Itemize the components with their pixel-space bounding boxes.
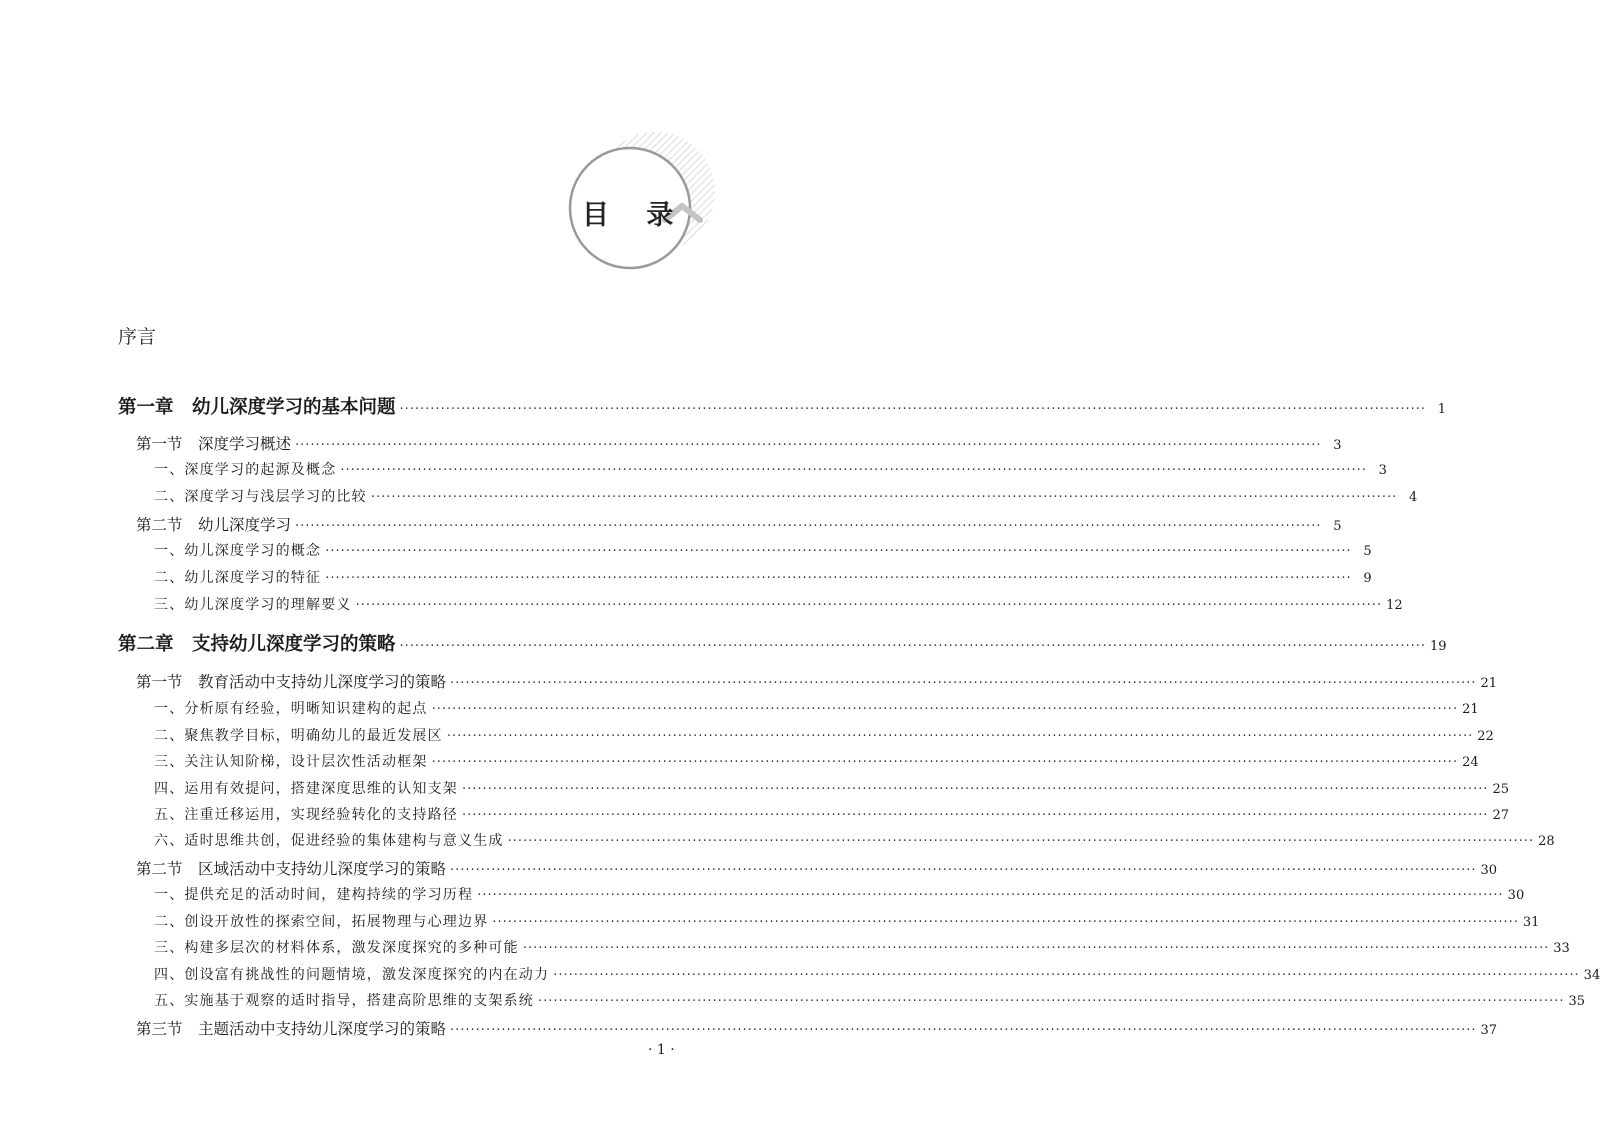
- toc-item-row[interactable]: [154, 540, 1372, 560]
- toc-page-number: 5: [1363, 544, 1372, 559]
- toc-page-number: 37: [1480, 1023, 1498, 1038]
- toc-item-label: 三、关注认知阶梯，设计层次性活动框架: [154, 754, 428, 770]
- toc-item-row[interactable]: [154, 486, 1418, 506]
- toc-item-row[interactable]: [154, 964, 1600, 984]
- toc-chapter-label: 第一章 幼儿深度学习的基本问题: [118, 397, 396, 418]
- toc-item-label: 三、幼儿深度学习的理解要义: [154, 597, 352, 613]
- toc-item-row[interactable]: [154, 725, 1494, 745]
- toc-section-label: 第一节 深度学习概述: [136, 435, 292, 453]
- dot-leader: ········································································································································································································: [538, 994, 1565, 1009]
- toc-item-label: 二、创设开放性的探索空间，拓展物理与心理边界: [154, 914, 489, 930]
- toc-page-number: 5: [1333, 519, 1342, 534]
- dot-leader: ········································································································································································································: [295, 519, 1322, 534]
- toc-section-label: 第一节 教育活动中支持幼儿深度学习的策略: [136, 673, 447, 691]
- toc-item-label: 三、构建多层次的材料体系，激发深度探究的多种可能: [154, 940, 519, 956]
- toc-page-number: 31: [1522, 915, 1540, 930]
- dot-leader: ········································································································································································································: [431, 755, 1459, 770]
- dot-leader: ········································································································································································································: [446, 729, 1474, 744]
- toc-page-number: 1: [1437, 402, 1446, 417]
- toc-item-label: 一、提供充足的活动时间，建构持续的学习历程: [154, 887, 474, 903]
- toc-chapter-label: 第二章 支持幼儿深度学习的策略: [118, 634, 396, 655]
- toc-page-number: 27: [1492, 808, 1510, 823]
- toc-page-number: 30: [1480, 863, 1498, 878]
- toc-item-label: 一、深度学习的起源及概念: [154, 462, 337, 478]
- toc-item-label: 六、适时思维共创，促进经验的集体建构与意义生成: [154, 833, 504, 849]
- toc-item-label: 五、注重迁移运用，实现经验转化的支持路径: [154, 807, 458, 823]
- toc-item-label: 一、分析原有经验，明晰知识建构的起点: [154, 701, 428, 717]
- toc-section-label: 第二节 区域活动中支持幼儿深度学习的策略: [136, 860, 447, 878]
- toc-section-row[interactable]: [136, 670, 1498, 692]
- toc-item-label: 二、幼儿深度学习的特征: [154, 570, 322, 586]
- toc-page-number: 24: [1462, 755, 1479, 770]
- dot-leader: ········································································································································································································: [450, 1023, 1477, 1038]
- toc-item-row[interactable]: [154, 804, 1510, 824]
- dot-leader: ········································································································································································································: [340, 463, 1367, 478]
- toc-page-number: 35: [1568, 994, 1586, 1009]
- toc-chapter-row[interactable]: [118, 630, 1447, 656]
- toc-page-number: 28: [1538, 834, 1555, 849]
- dot-leader: ········································································································································································································: [462, 782, 1489, 797]
- dot-leader: ········································································································································································································: [325, 544, 1352, 559]
- toc-section-row[interactable]: [136, 513, 1342, 535]
- toc-item-row[interactable]: [154, 830, 1555, 850]
- toc-page-number: 21: [1480, 676, 1498, 691]
- toc-page-number: 9: [1363, 571, 1372, 586]
- toc-item-label: 五、实施基于观察的适时指导，搭建高阶思维的支架系统: [154, 993, 534, 1009]
- toc-item-row[interactable]: [154, 884, 1525, 904]
- toc-section-label: 第二节 幼儿深度学习: [136, 516, 292, 534]
- toc-item-label: 四、创设富有挑战性的问题情境，激发深度探究的内在动力: [154, 967, 550, 983]
- toc-page-number: 4: [1409, 490, 1418, 505]
- dot-leader: ········································································································································································································: [431, 702, 1459, 717]
- dot-leader: ········································································································································································································: [522, 941, 1550, 956]
- toc-page-number: 3: [1333, 438, 1342, 453]
- toc-page-number: 3: [1378, 463, 1387, 478]
- preface-link[interactable]: 序言: [118, 326, 157, 348]
- dot-leader: ········································································································································································································: [477, 888, 1504, 903]
- toc-item-label: 二、聚焦教学目标，明确幼儿的最近发展区: [154, 728, 443, 744]
- dot-leader: ········································································································································································································: [450, 863, 1477, 878]
- dot-leader: ········································································································································································································: [399, 639, 1426, 654]
- toc-page-number: 12: [1386, 598, 1403, 613]
- page-number: · 1 ·: [648, 1042, 675, 1058]
- toc-page-number: 19: [1429, 639, 1447, 654]
- dot-leader: ········································································································································································································: [370, 490, 1398, 505]
- toc-section-label: 第三节 主题活动中支持幼儿深度学习的策略: [136, 1020, 447, 1038]
- toc-item-label: 二、深度学习与浅层学习的比较: [154, 489, 367, 505]
- toc-page-number: 22: [1477, 729, 1494, 744]
- dot-leader: ········································································································································································································: [295, 438, 1322, 453]
- toc-item-row[interactable]: [154, 990, 1586, 1010]
- toc-page-number: 21: [1462, 702, 1479, 717]
- toc-item-row[interactable]: [154, 698, 1479, 718]
- toc-page-number: 34: [1583, 968, 1600, 983]
- toc-title: 目 录: [582, 200, 688, 231]
- toc-item-label: 四、运用有效提问，搭建深度思维的认知支架: [154, 781, 458, 797]
- toc-item-row[interactable]: [154, 778, 1510, 798]
- toc-page-number: 33: [1553, 941, 1570, 956]
- toc-item-row[interactable]: [154, 459, 1387, 479]
- toc-item-row[interactable]: [154, 911, 1540, 931]
- toc-page-number: 30: [1507, 888, 1525, 903]
- toc-page-number: 25: [1492, 782, 1510, 797]
- dot-leader: ········································································································································································································: [492, 915, 1519, 930]
- dot-leader: ········································································································································································································: [325, 571, 1352, 586]
- toc-item-row[interactable]: [154, 567, 1372, 587]
- toc-item-row[interactable]: [154, 937, 1570, 957]
- toc-item-row[interactable]: [154, 594, 1403, 614]
- dot-leader: ········································································································································································································: [462, 808, 1489, 823]
- toc-chapter-row[interactable]: [118, 393, 1446, 419]
- dot-leader: ········································································································································································································: [553, 968, 1580, 983]
- toc-section-row[interactable]: [136, 432, 1342, 454]
- toc-section-row[interactable]: [136, 857, 1498, 879]
- dot-leader: ········································································································································································································: [507, 834, 1535, 849]
- dot-leader: ········································································································································································································: [450, 676, 1477, 691]
- toc-section-row[interactable]: [136, 1017, 1498, 1039]
- toc-item-label: 一、幼儿深度学习的概念: [154, 543, 322, 559]
- dot-leader: ········································································································································································································: [355, 598, 1383, 613]
- toc-item-row[interactable]: [154, 751, 1479, 771]
- dot-leader: ········································································································································································································: [399, 402, 1426, 417]
